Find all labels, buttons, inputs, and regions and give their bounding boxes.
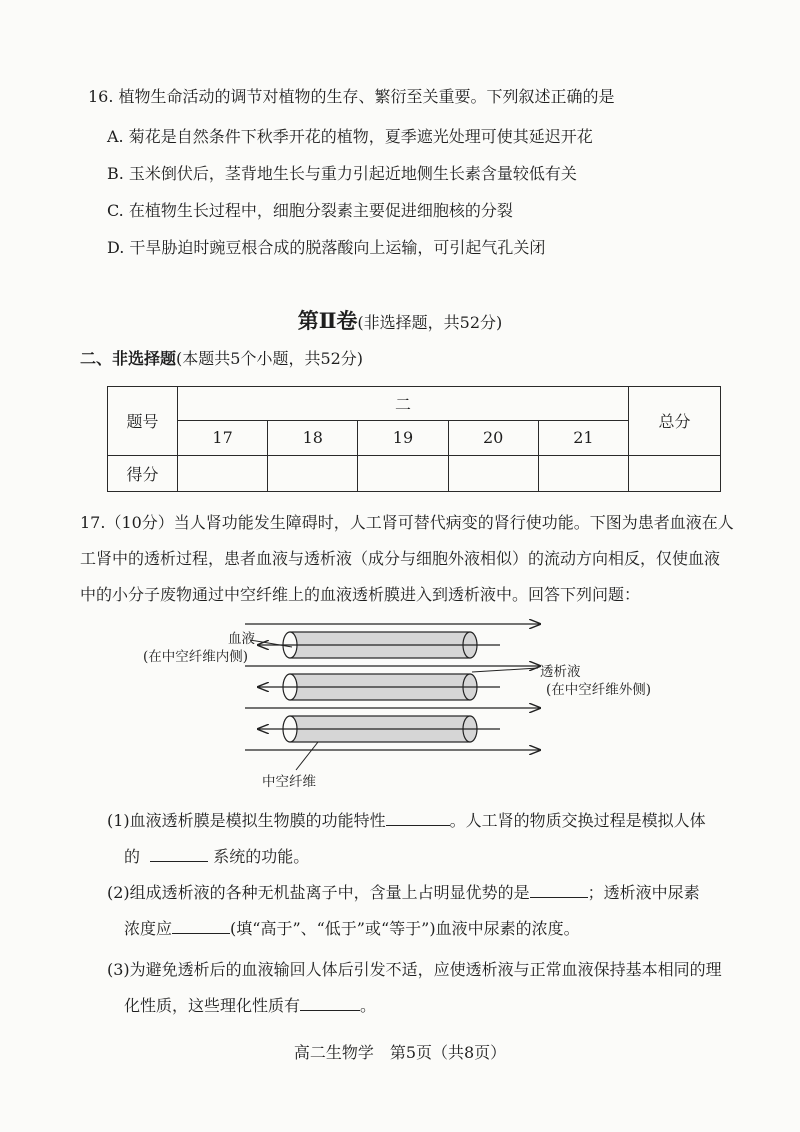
section-2-note: (本题共5个小题，共52分) [176, 349, 364, 368]
page-footer: 高二生物学 第5页（共8页） [293, 1043, 507, 1062]
question-17-sub-2-line-1 [107, 880, 700, 903]
answer-blank-1[interactable] [386, 811, 450, 826]
score-table-group-label: 二 [178, 387, 629, 421]
dialysate-label: 透析液 [540, 664, 581, 680]
question-17-sub-1-line-1 [107, 808, 706, 831]
score-table-question-17: 17 [178, 421, 268, 455]
question-16-option-d: D. 干旱胁迫时豌豆根合成的脱落酸向上运输，可引起气孔关闭 [107, 238, 546, 257]
sub1-text-c: 的 [124, 847, 141, 866]
question-17-line-2: 工肾中的透析过程，患者血液与透析液（成分与细胞外液相似）的流动方向相反，仅使血液 [80, 549, 721, 568]
score-table-question-19: 19 [358, 421, 448, 455]
dialysate-pointer-line [472, 668, 538, 672]
fiber-label: 中空纤维 [262, 774, 316, 790]
question-17-line-3: 中的小分子废物通过中空纤维上的血液透析膜进入到透析液中。回答下列问题： [80, 585, 641, 604]
sub2-text-d: (填“高于”、“低于”或“等于”)血液中尿素的浓度。 [230, 919, 580, 938]
score-table-total-label: 总分 [629, 387, 721, 456]
sub2-text-c: 浓度应 [124, 919, 173, 938]
blood-sublabel: (在中空纤维内侧) [143, 649, 249, 665]
sub1-text-a: (1)血液透析膜是模拟生物膜的功能特性 [107, 811, 386, 830]
sub1-text-d: 系统的功能。 [213, 847, 310, 866]
answer-blank-3[interactable] [530, 883, 588, 898]
sub2-text-a: (2)组成透析液的各种无机盐离子中，含量上占明显优势的是 [107, 883, 530, 902]
answer-blank-5[interactable] [300, 996, 360, 1011]
question-17-sub-1-line-2 [124, 844, 309, 867]
score-table-question-21: 21 [538, 421, 628, 455]
answer-blank-4[interactable] [172, 919, 230, 934]
dialysate-sublabel: (在中空纤维外侧) [546, 682, 652, 698]
score-table-score-label: 得分 [108, 455, 178, 491]
fiber-pointer-line [296, 742, 318, 770]
sub1-text-b: 。人工肾的物质交换过程是模拟人体 [449, 811, 706, 830]
part-2-subtitle: (非选择题，共52分) [357, 313, 503, 332]
question-17-sub-2-line-2 [124, 916, 580, 939]
blood-label: 血液 [228, 631, 255, 647]
score-table-question-20: 20 [448, 421, 538, 455]
sub3-text-c: 。 [360, 996, 377, 1015]
part-2-title: 第Ⅱ卷 [297, 308, 358, 333]
question-17-sub-3-line-2 [124, 993, 376, 1016]
score-table-question-18: 18 [268, 421, 358, 455]
sub3-text-b: 化性质，这些理化性质有 [124, 996, 301, 1015]
question-16-stem: 16. 植物生命活动的调节对植物的生存、繁衍至关重要。下列叙述正确的是 [88, 87, 615, 106]
answer-blank-2[interactable] [150, 847, 208, 862]
score-table-row-label: 题号 [108, 387, 178, 456]
question-16-option-c: C. 在植物生长过程中，细胞分裂素主要促进细胞核的分裂 [107, 201, 513, 220]
question-16-option-a: A. 菊花是自然条件下秋季开花的植物，夏季遮光处理可使其延迟开花 [107, 127, 593, 146]
sub2-text-b: ；透析液中尿素 [587, 883, 700, 902]
question-17-line-1: 17.（10分）当人肾功能发生障碍时，人工肾可替代病变的肾行使功能。下图为患者血液在人 [80, 513, 734, 532]
section-2-title: 二、非选择题 [80, 349, 177, 368]
question-16-option-b: B. 玉米倒伏后，茎背地生长与重力引起近地侧生长素含量较低有关 [107, 164, 577, 183]
question-17-sub-3-line-1: (3)为避免透析后的血液输回人体后引发不适，应使透析液与正常血液保持基本相同的理 [107, 960, 722, 979]
